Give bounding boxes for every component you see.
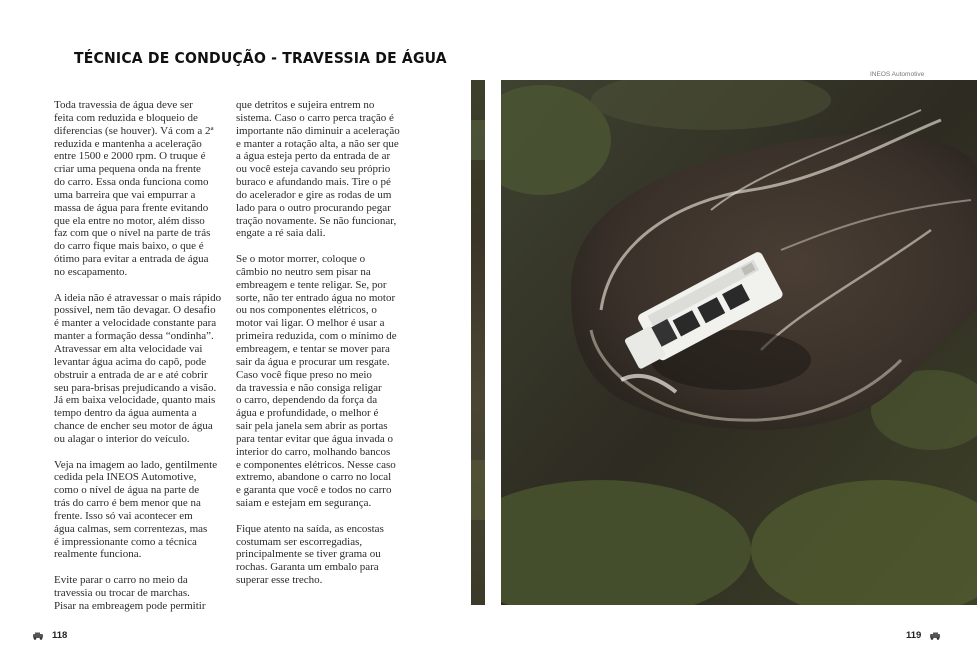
paragraph: Se o motor morrer, coloque o câmbio no neutro sem pisar na embreagem e tente religar. Se, por sorte, não ter entrado água no motor ou nos componentes elétricos, o motor vai ligar. O melhor é usar a primeira reduzida, com o mínimo de embreagem, e tentar se mover para sair da água e procurar um resgate. Caso você fique preso no meio da travessia e não consiga religar o carro, dependendo da força da água e profundidade, o melhor é sair pela janela sem abrir as portas para tentar evitar que água invada o interior do carro, molhando bancos e componentes elétricos. Nesse caso extremo, abandone o carro no local e garanta que você e todos no carro saiam e estejam em segurança.: [236, 253, 397, 510]
paragraph: Toda travessia de água deve ser feita com reduzida e bloqueio de diferencias (se houver). Vá com a 2ª reduzida e mantenha a aceleração entre 1500 e 2000 rpm. O truque é criar uma pequena onda na frente do carro. Essa onda funciona como uma barreira que vai empurrar a massa de água para frente evitando que ela entre no motor, além disso faz com que o nível na parte de trás do carro fique mais baixo, o que é ótimo para evitar a entrada de água no escapamento.: [54, 99, 214, 278]
page-number: 118: [52, 630, 68, 641]
footer-left: [32, 630, 67, 641]
paragraph: Fique atento na saída, as encostas costumam ser escorregadias, principalmente se tiver grama ou rochas. Garanta um embalo para superar esse trecho.: [236, 522, 384, 587]
paragraph: A ideia não é atravessar o mais rápido possível, nem tão devagar. O desafio é manter a velocidade constante para manter a formação dessa “ondinha”. Atravessar em alta velocidade vai levantar água acima do capô, pode obstruir a entrada de ar e até cobrir seu para-brisas prejudicando a visão. Já em baixa velocidade, quanto mais tempo dentro da água aumenta a chance de encher seu motor de água ou alagar o interior do veículo.: [54, 291, 222, 445]
page-title: TÉCNICA DE CONDUÇÃO - TRAVESSIA DE ÁGUA: [74, 50, 447, 68]
text-column-right: [236, 99, 406, 600]
photo-credit: INEOS Automotive: [870, 71, 925, 78]
paragraph: Evite parar o carro no meio da travessia ou trocar de marchas. Pisar na embreagem pode permitir: [54, 574, 206, 612]
water-crossing-photo: [501, 80, 977, 605]
text-column-left: [54, 99, 224, 625]
photo-strip: [471, 80, 485, 605]
page-number: 119: [906, 630, 922, 641]
car-icon: [929, 632, 941, 640]
paragraph: Veja na imagem ao lado, gentilmente cedida pela INEOS Automotive, como o nível de água na parte de trás do carro é bem menor que na frente. Isso só vai acontecer em água calmas, sem correntezas, mas é impressionante como a técnica realmente funciona.: [54, 458, 218, 561]
paragraph: que detritos e sujeira entrem no sistema. Caso o carro perca tração é importante não diminuir a aceleração e manter a rotação alta, a não ser que a água esteja perto da entrada de ar ou você esteja cavando seu próprio buraco e afundando mais. Tire o pé do acelerador e gire as rodas de um lado para o outro procurando pegar tração novamente. Se não funcionar, engate a ré saia dali.: [236, 99, 400, 240]
footer-right: [906, 630, 941, 641]
car-icon: [32, 632, 44, 640]
